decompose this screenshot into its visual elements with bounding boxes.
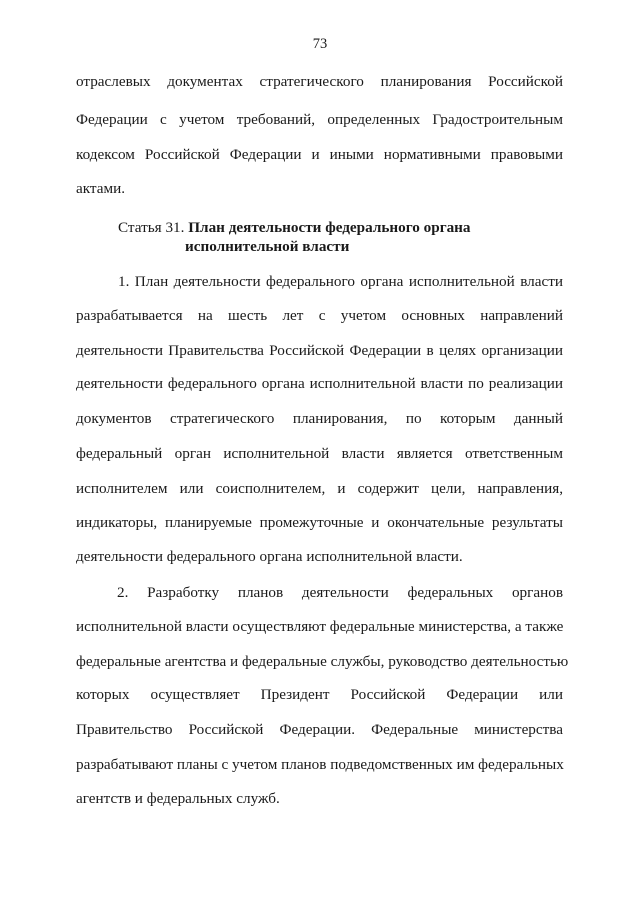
article-title-line-2: исполнительной власти — [185, 238, 350, 255]
page-number: 73 — [312, 36, 328, 52]
para2-line-1: 2. Разработку планов деятельности федеральных органов — [117, 584, 563, 601]
para1-line-2: разрабатывается на шесть лет с учетом основных направлений — [76, 307, 563, 324]
para2-line-4: которых осуществляет Президент Российской Федерации или — [76, 686, 563, 703]
article-prefix: Статья 31. — [118, 219, 185, 236]
para1-line-8: индикаторы, планируемые промежуточные и окончательные результаты — [76, 514, 563, 531]
intro-line-4: актами. — [76, 180, 126, 197]
para1-line-9: деятельности федерального органа исполнительной власти. — [76, 548, 463, 565]
para2-line-7: агентств и федеральных служб. — [76, 790, 280, 807]
intro-line-1: отраслевых документах стратегического планирования Российской — [76, 73, 563, 90]
article-title: План деятельности федерального органа — [188, 219, 471, 236]
para2-line-6: разрабатывают планы с учетом планов подведомственных им федеральных — [76, 756, 564, 773]
para2-line-3: федеральные агентства и федеральные службы, руководство деятельностью — [76, 653, 569, 670]
intro-line-3: кодексом Российской Федерации и иными нормативными правовыми — [76, 146, 563, 163]
para2-line-5: Правительство Российской Федерации. Федеральные министерства — [76, 721, 563, 738]
para1-line-3: деятельности Правительства Российской Федерации в целях организации — [76, 342, 563, 359]
para1-line-7: исполнителем или соисполнителем, и содержит цели, направления, — [76, 480, 563, 497]
para1-line-6: федеральный орган исполнительной власти является ответственным — [76, 445, 563, 462]
intro-line-2: Федерации с учетом требований, определенных Градостроительным — [76, 111, 563, 128]
para1-line-5: документов стратегического планирования, по которым данный — [76, 410, 563, 427]
para2-line-2: исполнительной власти осуществляют федеральные министерства, а также — [76, 618, 564, 635]
para1-line-1: 1. План деятельности федерального органа исполнительной власти — [118, 273, 563, 290]
article-heading — [118, 219, 471, 237]
para1-line-4: деятельности федерального органа исполнительной власти по реализации — [76, 375, 563, 392]
